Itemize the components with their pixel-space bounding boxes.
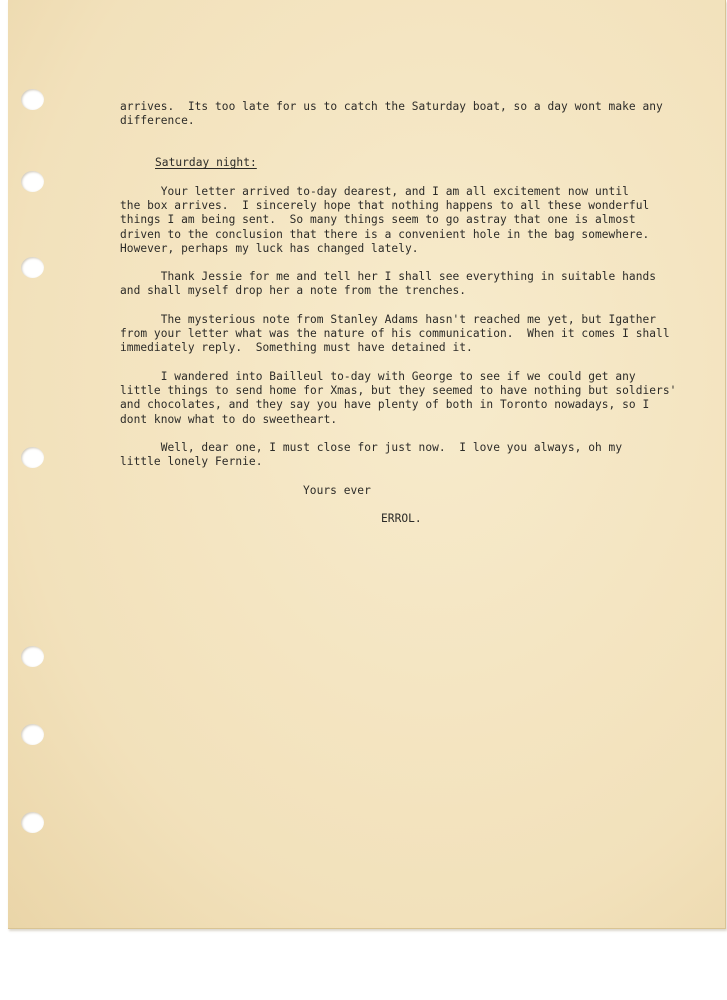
punch-hole-2 — [21, 171, 44, 192]
text-line: little things to send home for Xmas, but they seemed to have nothing but soldiers' — [120, 384, 677, 398]
paragraph-5 — [120, 441, 622, 469]
paragraph-4 — [120, 370, 676, 427]
section-heading: Saturday night: — [155, 156, 257, 169]
text-line: dont know what to do sweetheart. — [120, 412, 338, 426]
text-line: little lonely Fernie. — [120, 455, 263, 469]
text-line: driven to the conclusion that there is a convenient hole in the bag somewhere. — [120, 227, 650, 241]
text-line: Well, dear one, I must close for just now. I love you always, oh my — [120, 441, 623, 454]
text-line: and chocolates, and they say you have plenty of both in Toronto nowadays, so I — [120, 398, 650, 412]
opening-paragraph — [120, 100, 663, 128]
text-line: Your letter arrived to-day dearest, and I am all excitement now until — [120, 185, 629, 198]
punch-hole-3 — [21, 257, 44, 278]
text-line: from your letter what was the nature of his communication. When it comes I shall — [120, 327, 670, 341]
text-line: The mysterious note from Stanley Adams hasn't reached me yet, but Igather — [120, 313, 657, 326]
text-line: I wandered into Bailleul to-day with George to see if we could get any — [120, 370, 636, 383]
text-line: and shall myself drop her a note from the trenches. — [120, 284, 467, 298]
punch-hole-6 — [21, 724, 44, 745]
closing: Yours ever — [303, 484, 371, 497]
text-line: things I am being sent. So many things seem to go astray that one is almost — [120, 213, 636, 227]
punch-hole-1 — [21, 89, 44, 110]
text-line: immediately reply. Something must have detained it. — [120, 341, 473, 355]
paragraph-3 — [120, 313, 670, 356]
text-line: difference. — [120, 114, 195, 128]
signature: ERROL. — [381, 512, 422, 525]
punch-hole-4 — [21, 447, 44, 468]
paragraph-2 — [120, 270, 656, 298]
punch-hole-5 — [21, 646, 44, 667]
text-line: However, perhaps my luck has changed lately. — [120, 241, 419, 255]
paragraph-1 — [120, 185, 649, 256]
punch-hole-7 — [21, 812, 44, 833]
text-line: the box arrives. I sincerely hope that nothing happens to all these wonderful — [120, 199, 650, 213]
text-line: arrives. Its too late for us to catch the Saturday boat, so a day wont make any — [120, 100, 663, 113]
letter-page — [8, 0, 726, 929]
text-line: Thank Jessie for me and tell her I shall see everything in suitable hands — [120, 270, 657, 283]
